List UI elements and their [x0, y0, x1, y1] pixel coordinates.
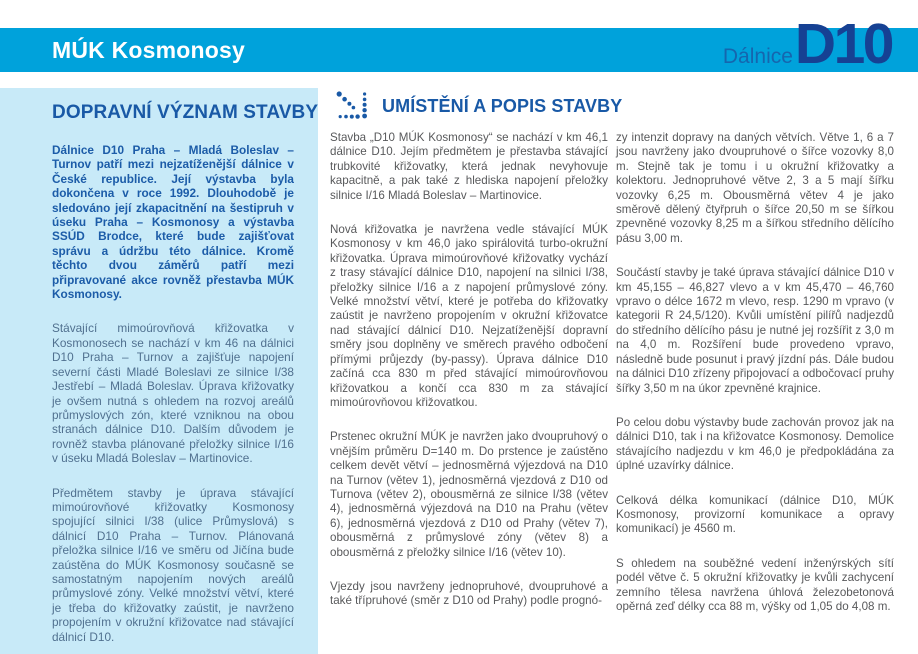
- paragraph: Vjezdy jsou navrženy jednopruhové, dvoupruhové a také třípruhové (směr z D10 od Prahy) podle prognó-: [330, 579, 608, 608]
- header-bar: [0, 12, 918, 76]
- paragraph: Nová křižovatka je navržena vedle stávající MÚK Kosmonosy v km 46,0 jako spirálovitá turbo-okružní křižovatka. Úprava mimoúrovňové křižovatky vychází z trasy stávající dálnice D10, napojení na silnici I/38, přeložky silnice I/16 a z napojení průmyslové zóny. Velké množství větví, které je potřeba do křižovatky zaústit je navrženo propojením v okružní křižovatce nad stávající dálnicí D10. Nejzatíženější dopravní směry jsou doplněny ve směrech pravého odbočení přímými průjezdy (by-passy). Úprava dálnice D10 začíná cca 830 m před stávající mimoúrovňovou křižovatkou a končí cca 830 m za stávající mimoúrovňovou křižovatkou.: [330, 223, 608, 409]
- sidebar-paragraph: Stávající mimoúrovňová křižovatka v Kosmonosech se nachází v km 46 na dálnici D10 Praha – Turnov a zajišťuje napojení severní části Mladé Boleslavi ze silnice I/38 Jestřebí – Mladá Boleslav. Úprava křižovatky je ovšem nutná s ohledem na rozvoj areálů průmyslových zón, které vzniknou na obou stranách dálnice D10. Dalším důvodem je rovněž stavba plánované přeložky silnice I/16 v úseku Mladá Boleslav – Martinovice.: [52, 321, 294, 466]
- paragraph: Po celou dobu výstavby bude zachován provoz jak na dálnici D10, tak i na křižovatce Kosmonosy. Demolice stávajícího nadjezdu v km 46,0 je předpokládána za úplné uzavírky dálnice.: [616, 415, 894, 473]
- text-column-right: [616, 131, 894, 634]
- paragraph: Prstenec okružní MÚK je navržen jako dvoupruhový o vnějším průměru D=140 m. Do prstence je zaústěno celkem devět větví – jednosměrná výjezdová na D10 na Turnov (větev 1), jednosměrná vjezdová z D10 od Turnova (větev 2), obousměrná ze silnice I/38 (větev 4), jednosměrná výjezdová na D10 na Prahu (větev 6), jednosměrná vjezdová z D10 od Prahy (větev 7), obousměrná z průmyslové zóny (větev 8) a obousměrná z přeložky silnice I/16 (větev 10).: [330, 430, 608, 559]
- text-column-left: [330, 131, 608, 629]
- sidebar-paragraph: Předmětem stavby je úprava stávající mimoúrovňové křižovatky Kosmonosy spojující silnici I/38 (ulice Průmyslová) s dálnicí D10 Praha – Turnov. Plánovaná přeložka silnice I/16 ve směru od Jičína bude zaústěna do MÚK Kosmonosy současně se samostatným napojením nových areálů průmyslové zóny. Velké množství větví, které je třeba do křižovatky zaústit, je navrženo propojením v okružní křižovatce nad stávající dálnicí D10.: [52, 485, 294, 644]
- dotted-arrow-corner-icon: [336, 91, 368, 121]
- paragraph: Celková délka komunikací (dálnice D10, MÚK Kosmonosy, provizorní komunikace a opravy komunikací) je 4560 m.: [616, 493, 894, 536]
- paragraph: Součástí stavby je také úprava stávající dálnice D10 v km 45,155 – 46,827 vlevo a v km 45,470 – 46,760 vpravo o délce 1672 m vlevo, resp. 1290 m vpravo (v kategorii R 24,5/120). Kvůli umístění pilířů nadjezdů do středního dělícího pásu je nutné jej rozšířit z 3,0 m na 4,0 m. Rozšíření bude provedeno vpravo, následně bude posunut i pravý jízdní pás. Dále budou na dálnici D10 zřízeny připojovací a odbočovací pruhy šířky 3,50 m na úkor zpevněné krajnice.: [616, 266, 894, 395]
- paragraph: zy intenzit dopravy na daných větvích. Větve 1, 6 a 7 jsou navrženy jako dvoupruhové o šířce vozovky 8,0 m. Stejně tak je tomu i u okružní křižovatky a kolektoru. Jednopruhové větve 2, 3 a 5 mají šířku vozovky 6,25 m. Obousměrná větev 4 je jako směrově dělený čtyřpruh o šířce 20,50 m se šířkou zpevněné vozovky 8,25 m a šířkou středního dělícího pásu 3,00 m.: [616, 131, 894, 245]
- page-title: MÚK Kosmonosy: [52, 36, 246, 63]
- road-number: D10: [794, 12, 892, 76]
- section-heading: [336, 91, 622, 121]
- sidebar-panel: [0, 88, 318, 654]
- sidebar-heading: DOPRAVNÍ VÝZNAM STAVBY: [52, 102, 319, 123]
- paragraph: S ohledem na souběžné vedení inženýrských sítí podél větve č. 5 okružní křižovatky je kvůli zachycení zemního tělesa navržena úhlová železobetonová opěrná zeď délky cca 88 m, výšky od 1,05 do 4,08 m.: [616, 556, 894, 613]
- paragraph: Stavba „D10 MÚK Kosmonosy“ se nachází v km 46,1 dálnice D10. Jejím předmětem je přestavba stávající trubkovité křižovatky, která jednak nevyhovuje kapacitně, a pak také z hlediska napojení přeložky silnice I/16 Mladá Boleslav – Martinovice.: [330, 131, 608, 202]
- section-title: UMÍSTĚNÍ A POPIS STAVBY: [382, 95, 623, 116]
- sidebar-lead-paragraph: Dálnice D10 Praha – Mladá Boleslav – Turnov patří mezi nejzatíženější dálnice v České republice. Její výstavba byla dokončena v roce 1992. Dlouhodobě je sledováno její zkapacitnění na šestipruh v úseku Praha – Kosmonosy a výstavba SSÚD Brodce, které bude zajišťovat správu a údržbu této dálnice. Kromě těchto dvou záměrů patří mezi připravované akce rovněž přestavba MÚK Kosmonosy.: [52, 143, 294, 302]
- road-designation: [722, 12, 892, 76]
- road-label: Dálnice: [722, 45, 793, 68]
